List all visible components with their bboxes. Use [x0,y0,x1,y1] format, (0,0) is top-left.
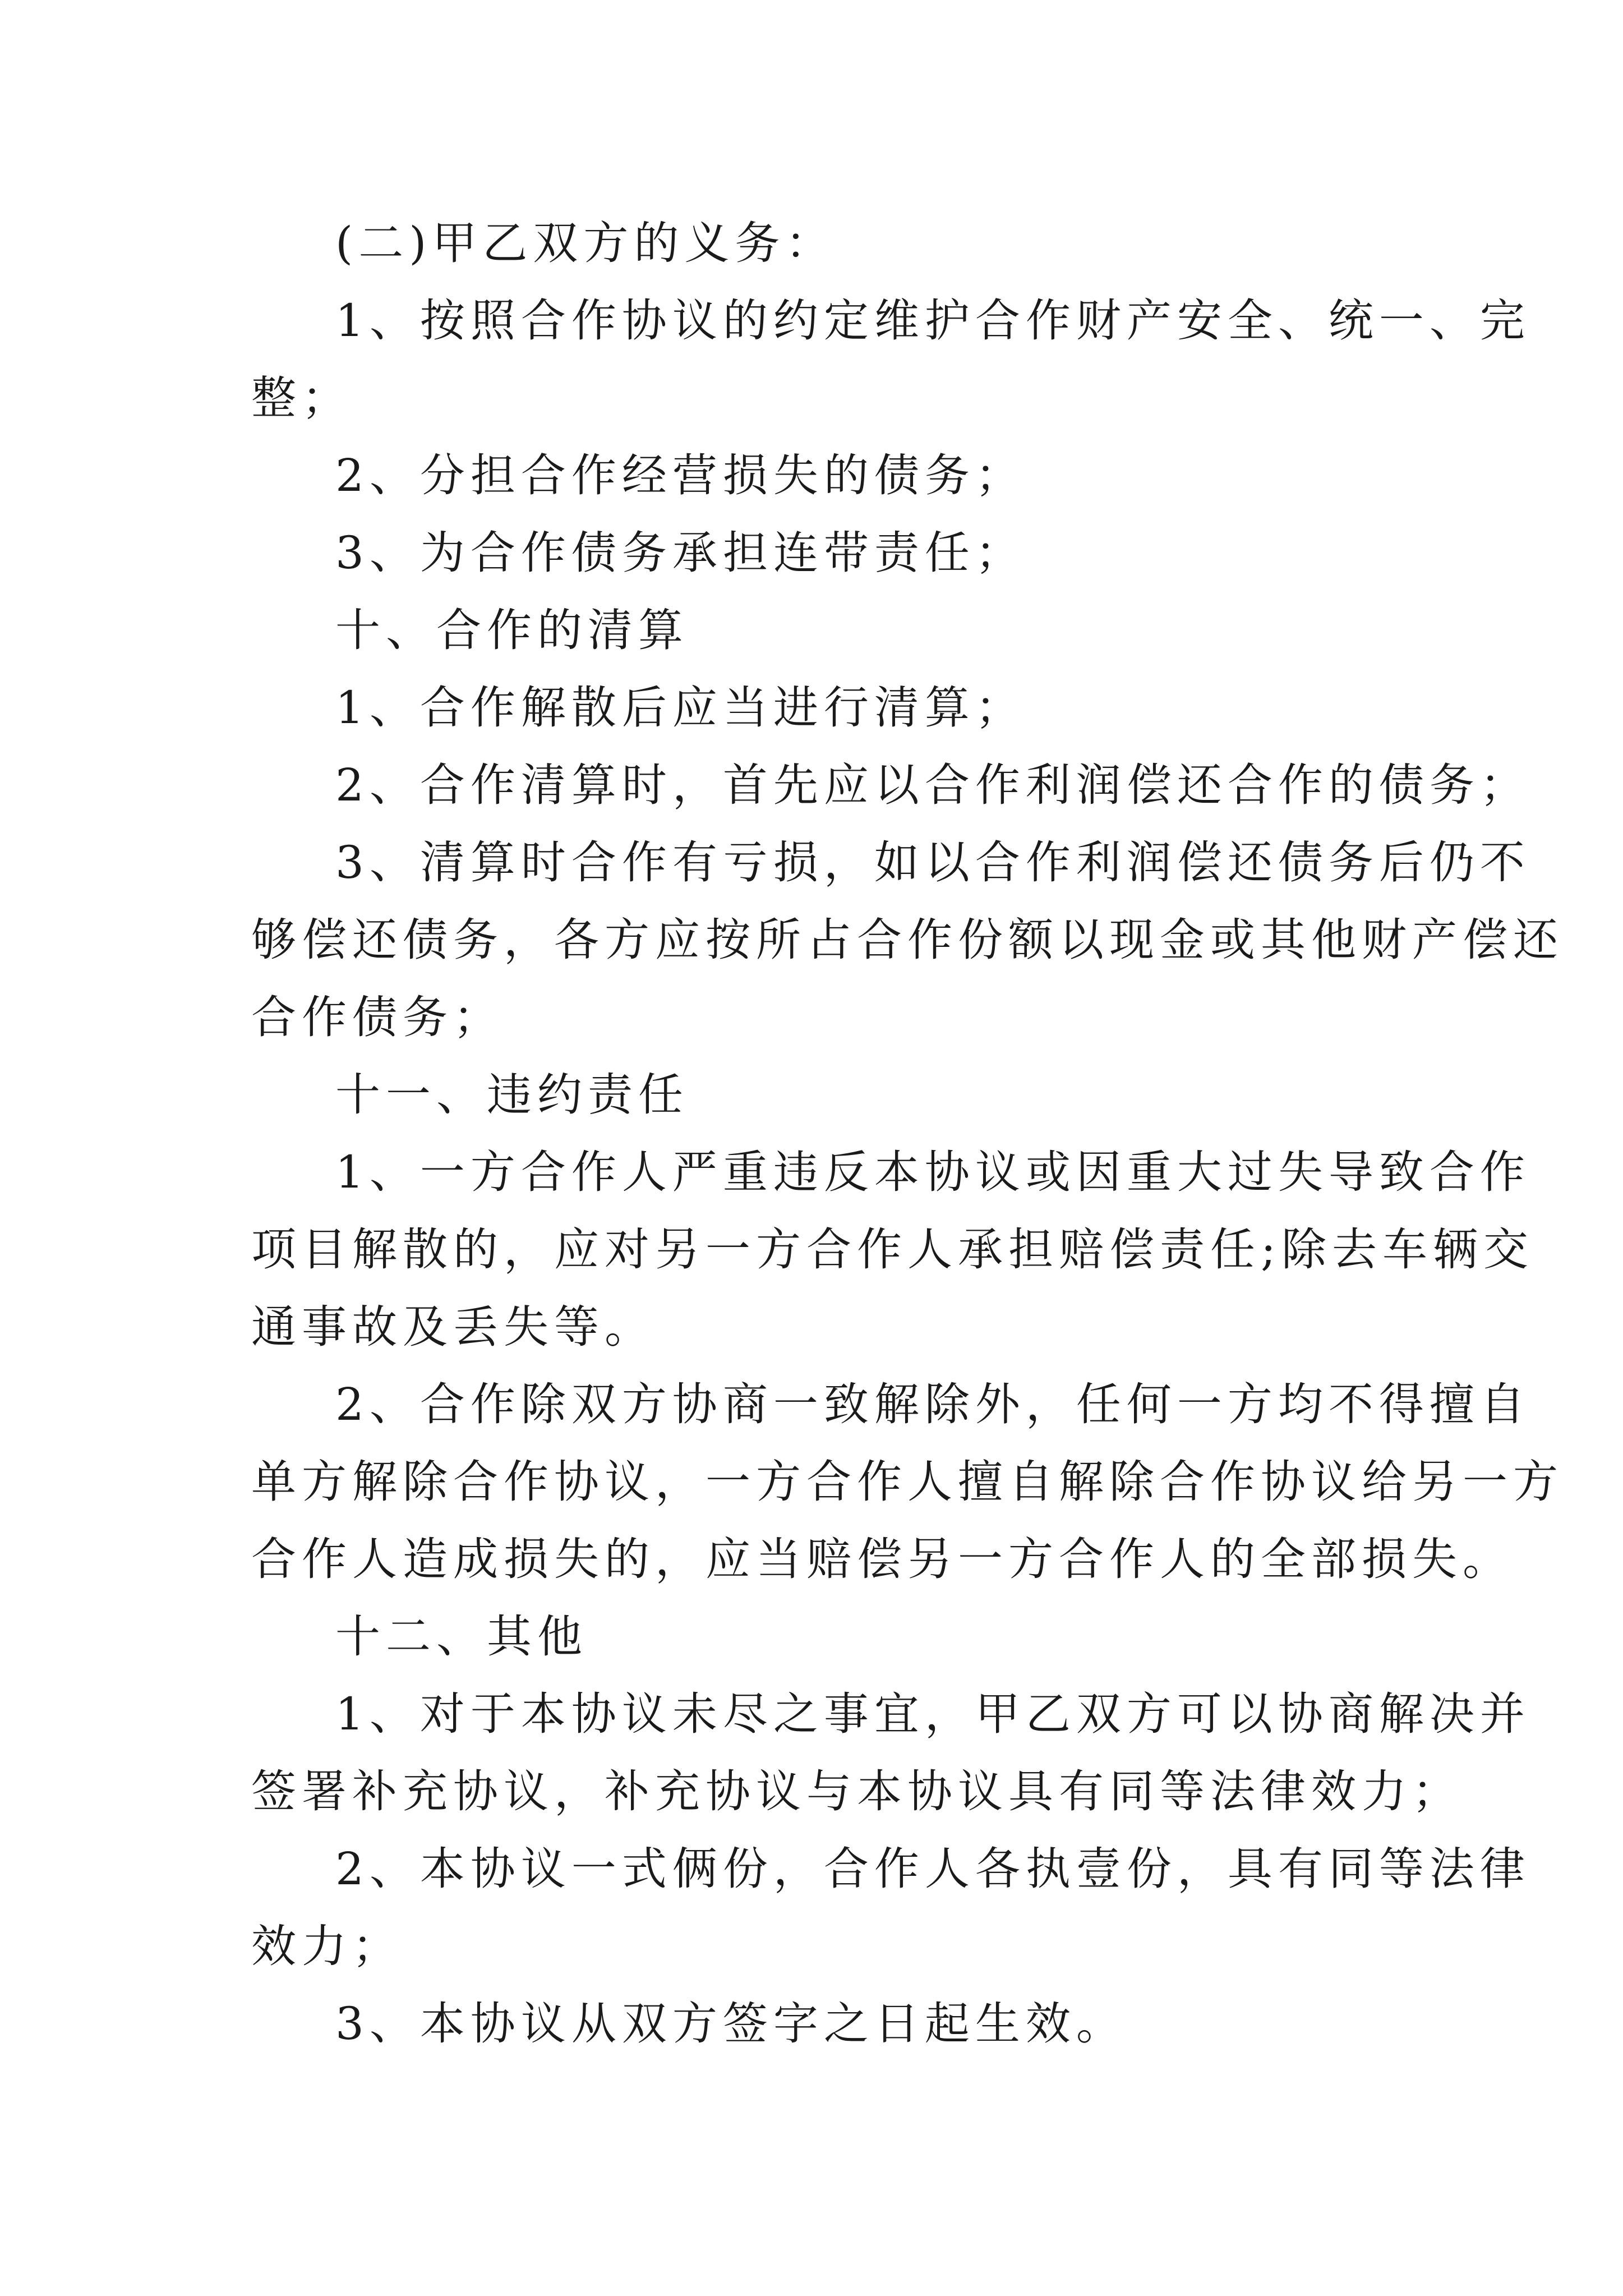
text-line: 1、合作解散后应当进行清算； [335,682,1026,734]
text-line: 2、合作清算时，首先应以合作利润偿还合作的债务； [335,759,1530,811]
text-line: 1、对于本协议未尽之事宜，甲乙双方可以协商解决并 [335,1688,1530,1740]
text-line: 2、分担合作经营损失的债务； [335,449,1026,501]
text-line: 项目解散的，应对另一方合作人承担赔偿责任;除去车辆交 [251,1223,1534,1276]
text-line: 单方解除合作协议，一方合作人擅自解除合作协议给另一方 [251,1456,1564,1508]
text-line: 整； [251,372,352,424]
text-line: 1、一方合作人严重违反本协议或因重大过失导致合作 [335,1146,1530,1198]
text-line: 通事故及丢失等。 [251,1301,655,1353]
text-line: 效力； [251,1920,403,1972]
text-line: 2、合作除双方协商一致解除外，任何一方均不得擅自 [335,1378,1530,1430]
text-line: 1、按照合作协议的约定维护合作财产安全、统一、完 [335,295,1530,347]
text-line: 十、合作的清算 [335,604,689,656]
text-line: (二)甲乙双方的义务： [335,217,836,269]
text-line: 十一、违约责任 [335,1069,689,1121]
text-line: 够偿还债务，各方应按所占合作份额以现金或其他财产偿还 [251,914,1564,966]
text-line: 签署补充协议，补充协议与本协议具有同等法律效力； [251,1765,1463,1818]
text-line: 合作债务； [251,991,504,1043]
document-body [251,205,1564,2063]
text-line: 2、本协议一式俩份，合作人各执壹份，具有同等法律 [335,1843,1530,1895]
text-line: 3、为合作债务承担连带责任； [335,527,1026,579]
text-line: 3、本协议从双方签字之日起生效。 [335,1998,1127,2050]
text-line: 3、清算时合作有亏损，如以合作利润偿还债务后仍不 [335,836,1530,889]
text-line: 十二、其他 [335,1611,588,1663]
text-line: 合作人造成损失的，应当赔偿另一方合作人的全部损失。 [251,1533,1513,1585]
